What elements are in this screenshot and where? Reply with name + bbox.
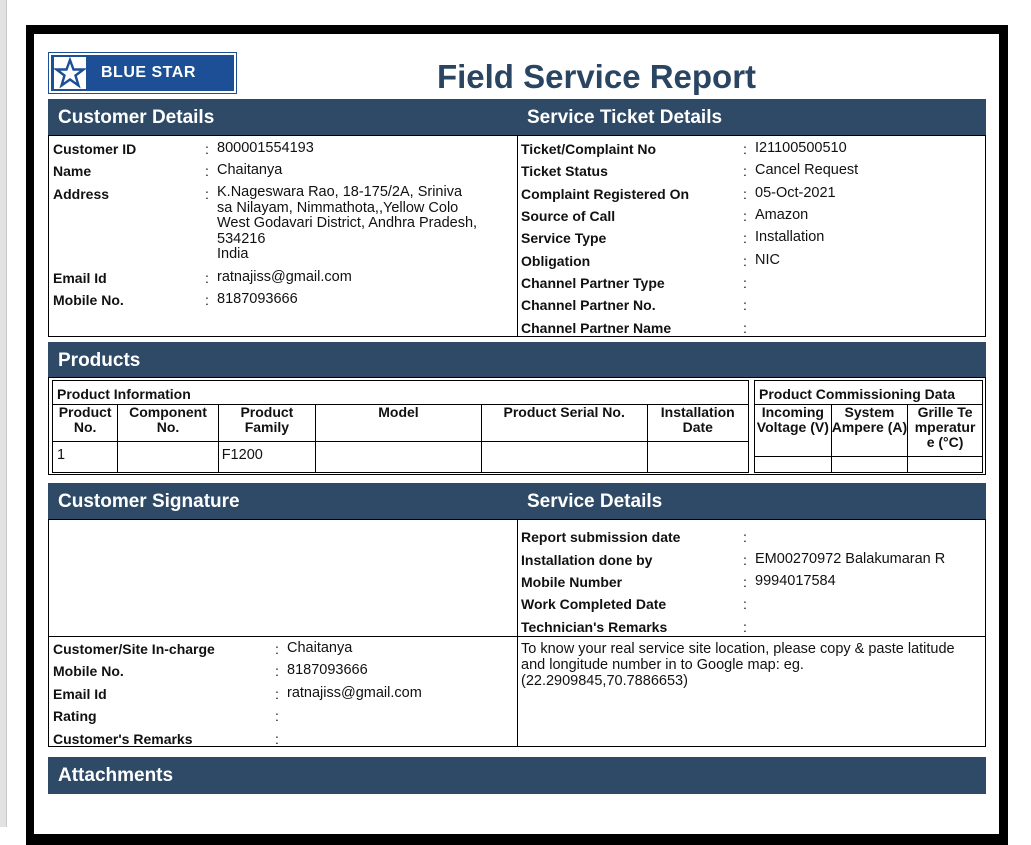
- cell-serial-no: [481, 442, 647, 473]
- ticket-value: Cancel Request: [755, 162, 859, 178]
- col-product-no: Product No.: [53, 405, 118, 442]
- ticket-label: Ticket/Complaint No: [521, 141, 657, 157]
- address-value: [217, 185, 477, 263]
- colon: :: [743, 297, 747, 313]
- incharge-label: Customer/Site In-charge: [53, 641, 215, 657]
- blue-star-logo: [48, 52, 237, 94]
- incharge-value: 8187093666: [287, 662, 368, 678]
- colon: :: [205, 270, 209, 286]
- incharge-label: Rating: [53, 708, 97, 724]
- cell-product-no: 1: [53, 442, 118, 473]
- incharge-label: Customer's Remarks: [53, 731, 193, 747]
- colon: :: [743, 141, 747, 157]
- product-info-title: Product Information: [53, 381, 749, 405]
- colon: :: [743, 574, 747, 590]
- col-product-family: Product Family: [218, 405, 315, 442]
- address-line: K.Nageswara Rao, 18-175/2A, Sriniva: [217, 184, 463, 200]
- customer-details-heading: Customer Details: [48, 99, 518, 136]
- ticket-value: Amazon: [755, 207, 809, 223]
- colon: :: [743, 529, 747, 545]
- col-component-no: Component No.: [118, 405, 218, 442]
- service-label: Installation done by: [521, 552, 653, 568]
- address-line: 534216: [217, 230, 266, 247]
- products-heading: Products: [48, 342, 986, 378]
- ticket-label: Ticket Status: [521, 163, 608, 179]
- email-label: Email Id: [53, 270, 107, 286]
- service-value: EM00270972 Balakumaran R: [755, 551, 946, 567]
- service-label: Report submission date: [521, 529, 681, 545]
- colon: :: [743, 253, 747, 269]
- colon: :: [743, 186, 747, 202]
- ticket-label: Source of Call: [521, 208, 616, 224]
- colon: :: [743, 275, 747, 291]
- colon: :: [275, 686, 279, 702]
- col-serial-no: Product Serial No.: [481, 405, 647, 442]
- signature-area: [48, 519, 518, 637]
- colon: :: [743, 163, 747, 179]
- colon: :: [205, 163, 209, 179]
- page-title: Field Service Report: [436, 58, 757, 95]
- cell-product-family: F1200: [218, 442, 315, 473]
- col-installation-date: Installation Date: [647, 405, 748, 442]
- ticket-label: Obligation: [521, 253, 591, 269]
- logo-text: BLUE STAR: [101, 64, 196, 81]
- address-line: India: [217, 246, 249, 262]
- service-label: Mobile Number: [521, 574, 623, 590]
- colon: :: [743, 208, 747, 224]
- address-line: sa Nilayam, Nimmathota,,Yellow Colo: [217, 199, 459, 216]
- col-incoming-voltage: Incoming Voltage (V): [755, 405, 832, 457]
- cell-voltage: [755, 457, 832, 473]
- cell-temperature: [908, 457, 983, 473]
- customer-signature-heading: Customer Signature: [48, 483, 518, 520]
- colon: :: [743, 320, 747, 336]
- attachments-heading: Attachments: [48, 757, 986, 794]
- colon: :: [743, 552, 747, 568]
- colon: :: [743, 596, 747, 612]
- name-label: Name: [53, 163, 92, 179]
- incharge-label: Email Id: [53, 686, 107, 702]
- colon: :: [743, 230, 747, 246]
- colon: :: [205, 141, 209, 157]
- incharge-value: ratnajiss@gmail.com: [287, 685, 422, 701]
- ticket-label: Channel Partner Type: [521, 275, 665, 291]
- col-grille-temperature: Grille Temperature (°C): [908, 405, 983, 457]
- commissioning-title: Product Commissioning Data: [755, 381, 983, 405]
- location-note: To know your real service site location, please copy & paste latitude and longitude number in to Google map: eg. (22.2909845,70.7886653): [521, 641, 955, 689]
- address-label: Address: [53, 186, 110, 202]
- ticket-value: 05-Oct-2021: [755, 185, 836, 201]
- colon: :: [743, 619, 747, 635]
- cell-installation-date: [647, 442, 748, 473]
- product-info-table: [52, 380, 749, 473]
- mobile-value: 8187093666: [217, 291, 298, 307]
- service-value: 9994017584: [755, 573, 836, 589]
- ticket-label: Channel Partner Name: [521, 320, 672, 336]
- service-ticket-heading: Service Ticket Details: [517, 99, 986, 136]
- customer-id-value: 800001554193: [217, 140, 314, 156]
- cell-model: [316, 442, 482, 473]
- colon: :: [275, 731, 279, 747]
- email-value: ratnajiss@gmail.com: [217, 269, 352, 285]
- colon: :: [205, 292, 209, 308]
- incharge-value: Chaitanya: [287, 640, 353, 656]
- cell-component-no: [118, 442, 218, 473]
- mobile-label: Mobile No.: [53, 292, 124, 308]
- colon: :: [275, 708, 279, 724]
- service-details-heading: Service Details: [517, 483, 986, 520]
- col-model: Model: [316, 405, 482, 442]
- service-label: Work Completed Date: [521, 596, 667, 612]
- ticket-value: NIC: [755, 252, 780, 268]
- commissioning-table: [754, 380, 983, 473]
- cell-ampere: [831, 457, 907, 473]
- service-label: Technician's Remarks: [521, 619, 668, 635]
- name-value: Chaitanya: [217, 162, 283, 178]
- star-icon: [54, 57, 86, 89]
- colon: :: [205, 186, 209, 202]
- ticket-label: Channel Partner No.: [521, 297, 656, 313]
- customer-id-label: Customer ID: [53, 141, 137, 157]
- ticket-value: Installation: [755, 229, 825, 245]
- colon: :: [275, 663, 279, 679]
- address-line: West Godavari District, Andhra Pradesh,: [217, 215, 478, 231]
- ticket-label: Complaint Registered On: [521, 186, 690, 202]
- ticket-label: Service Type: [521, 230, 607, 246]
- viewer-edge: [0, 0, 7, 827]
- col-system-ampere: System Ampere (A): [831, 405, 907, 457]
- ticket-value: I21100500510: [755, 140, 847, 156]
- incharge-label: Mobile No.: [53, 663, 124, 679]
- colon: :: [275, 641, 279, 657]
